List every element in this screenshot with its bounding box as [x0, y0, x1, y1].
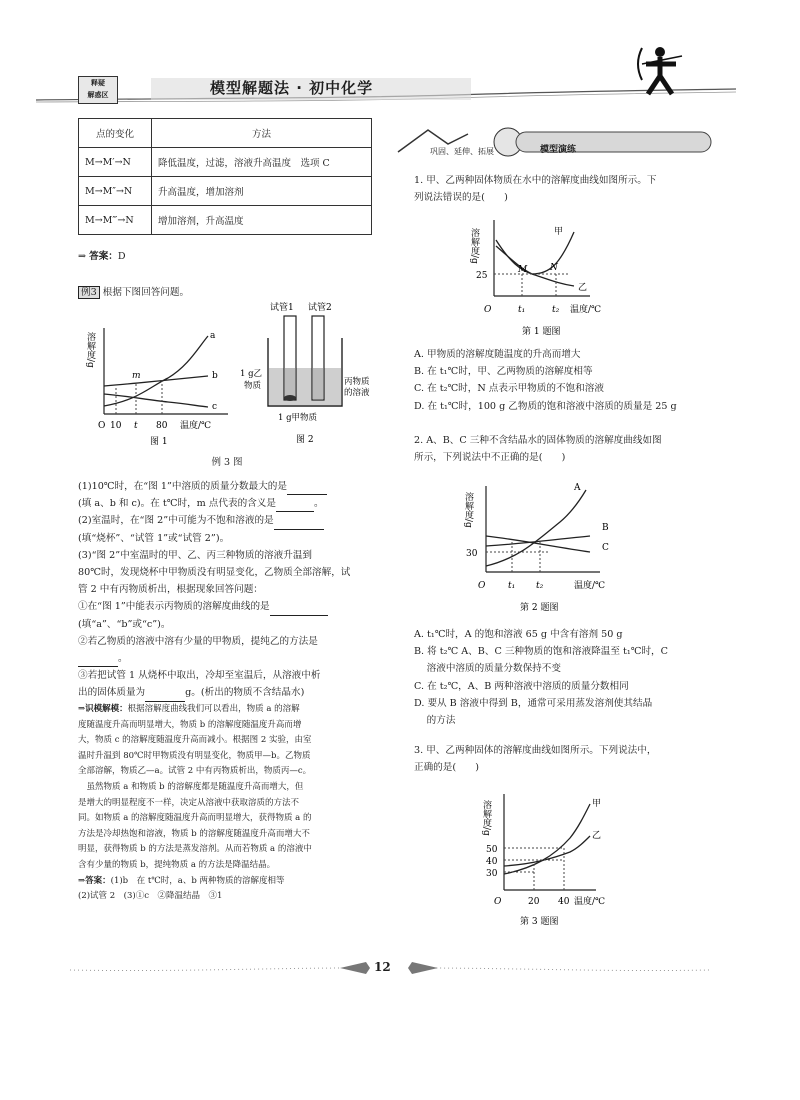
example-tag: 例3: [78, 286, 100, 299]
answer-value: D: [117, 251, 126, 262]
q-text: ③若把试管 1 从烧杯中取出，冷却至室温后，从溶液中析: [78, 670, 321, 682]
q-text: 出的固体质量为: [78, 687, 146, 699]
fig2-tube1-label: 试管1: [270, 303, 294, 313]
q3-tick: 50: [486, 845, 498, 855]
q1-point-n: N: [550, 263, 558, 273]
q1-tick: t₂: [552, 305, 560, 315]
table-cell-method: 降低温度，过滤，溶液升高温度 选项 C: [152, 148, 372, 177]
question-3: [414, 742, 714, 776]
q3-tick: 30: [486, 869, 498, 879]
fig1-label-b: b: [212, 371, 218, 381]
explain-line: 大，物质 c 的溶解度随温度升高而减小。根据图 2 实验，由室: [78, 735, 312, 746]
q1-tick: t₁: [518, 305, 526, 315]
q3-ylabel: 溶解度/g: [481, 800, 491, 836]
option[interactable]: B. 在 t₁℃时，甲、乙两物质的溶解度相等: [414, 366, 593, 378]
q-text: (填“烧杯”、“试管 1”或“试管 2”)。: [78, 532, 230, 544]
q3-tick: 40: [558, 897, 570, 907]
fig2-label-left2: 物质: [244, 381, 262, 391]
answer-label: 答案：: [89, 251, 118, 262]
q3-xlabel: 温度/℃: [574, 897, 606, 907]
explain-label: 识模解模：: [85, 704, 128, 714]
q2-label-a: A: [574, 483, 581, 493]
q1-label-jia: 甲: [554, 227, 564, 237]
example3-caption: 例 3 图: [211, 457, 243, 468]
explain-line: 全部溶解，物质乙—a。试管 2 中有丙物质析出，物质丙—c。: [78, 766, 312, 777]
table-cell-change: M→M‴→N: [79, 206, 152, 235]
q-text: (填“a”、“b”或“c”)。: [78, 618, 171, 630]
q2-stem: 2. A、B、C 三种不含结晶水的固体物质的溶解度曲线如图: [414, 435, 662, 446]
q1-xlabel: 温度/℃: [570, 305, 602, 315]
q2-chart: [460, 478, 640, 618]
explain-line: 方法是冷却热饱和溶液，物质 b 的溶解度随温度升高而增大不: [78, 828, 310, 839]
table-row: [79, 206, 372, 235]
option[interactable]: A. t₁℃时，A 的饱和溶液 65 g 中含有溶剂 50 g: [414, 629, 623, 640]
q3-chart: [474, 786, 644, 932]
fig1-tick: t: [134, 421, 138, 431]
table-row: [79, 148, 372, 177]
option[interactable]: B. 将 t₂℃ A、B、C 三种物质的饱和溶液降温至 t₁℃时，C: [414, 646, 668, 658]
q2-options: [414, 626, 714, 729]
q1-tick: O: [484, 305, 492, 315]
fig2-label-left1: 1 g乙: [240, 369, 263, 379]
explain-line: 同。如物质 a 的溶解度随温度升高而明显增大，获得物质 a 的: [78, 813, 312, 824]
answer-line-1: [78, 248, 126, 265]
table-cell-change: M→M″→N: [79, 177, 152, 206]
table-cell-method: 升高温度，增加溶剂: [152, 177, 372, 206]
question-1: [414, 172, 714, 206]
explain-line: 含有少量的物质 b，提纯物质 a 的方法是降温结晶。: [78, 859, 276, 870]
q3-stem: 3. 甲、乙两种固体的溶解度曲线如图所示。下列说法中，: [414, 745, 657, 756]
q3-label-yi: 乙: [592, 831, 602, 841]
fig1-label-a: a: [210, 331, 216, 341]
q-text: 80℃时，发现烧杯中甲物质没有明显变化，乙物质全部溶解，试: [78, 567, 351, 579]
table-header-change: 点的变化: [79, 119, 152, 148]
arrow-icon: ⇒: [78, 251, 87, 262]
explain-line: 温时升温到 80℃时甲物质没有明显变化，物质甲—b。乙物质: [78, 750, 311, 761]
fig1-caption: 图 1: [150, 437, 168, 447]
option-cont: 的方法: [414, 715, 456, 727]
fig1-point-m: m: [132, 371, 141, 381]
q2-tick: t₂: [536, 581, 544, 591]
explain-line: 是增大的明显程度不一样，决定从溶液中获取溶质的方法不: [78, 797, 300, 808]
option[interactable]: C. 在 t₂℃，A、B 两种溶液中溶质的质量分数相同: [414, 680, 629, 692]
page-header-title: 模型解题法 · 初中化学: [210, 79, 374, 97]
q2-tick: t₁: [508, 581, 516, 591]
q-text: ①在“图 1”中能表示丙物质的溶解度曲线的是: [78, 601, 270, 613]
q-text: ②若乙物质的溶液中溶有少量的甲物质，提纯乙的方法是: [78, 635, 318, 647]
explanation-block: [78, 702, 376, 905]
fig2-caption: 图 2: [296, 435, 314, 445]
table-row: [79, 177, 372, 206]
logo-line2: 解惑区: [87, 91, 109, 99]
q2-label-b: B: [602, 523, 609, 533]
fig1-tick: O: [98, 421, 106, 431]
explain-line: 明显，获得物质 b 的方法是蒸发溶剂。从而若物质 a 的溶液中: [78, 844, 312, 855]
fig2-tube2-label: 试管2: [308, 303, 332, 313]
curve-yi: [496, 246, 574, 286]
q1-label-yi: 乙: [578, 283, 588, 293]
curve-c: [486, 536, 590, 552]
fig2-label-bottom: 1 g甲物质: [278, 413, 318, 423]
q1-caption: 第 1 题图: [522, 327, 561, 337]
answer-line: (2)试管 2 (3)①c ②降温结晶 ③1: [78, 891, 223, 902]
curve-yi: [504, 836, 590, 866]
table-header-method: 方法: [152, 119, 372, 148]
fig1-xlabel: 温度/℃: [180, 421, 212, 431]
q1-chart: [470, 212, 640, 342]
q2-tick: O: [478, 581, 486, 591]
q3-stem: 正确的是( ): [414, 762, 480, 774]
fig1-ylabel: 溶解度/g: [85, 332, 95, 368]
q3-caption: 第 3 题图: [520, 917, 559, 927]
curve-jia: [504, 804, 590, 874]
table-cell-change: M→M′→N: [79, 148, 152, 177]
q3-tick: O: [494, 897, 502, 907]
q1-stem: 1. 甲、乙两种固体物质在水中的溶解度曲线如图所示。下: [414, 175, 657, 186]
curve-jia: [496, 232, 574, 274]
archer-icon: [630, 40, 690, 98]
option[interactable]: C. 在 t₂℃时，N 点表示甲物质的不饱和溶液: [414, 383, 604, 395]
arrow-icon: ⇒: [78, 875, 86, 886]
figure-2-beaker: [240, 298, 380, 448]
q1-point-m: M: [518, 265, 528, 275]
q3-tick: 40: [486, 857, 498, 867]
q1-stem: 列说法错误的是( ): [414, 192, 508, 204]
q1-options: [414, 346, 714, 415]
q3-label-jia: 甲: [592, 799, 602, 809]
question-2: [414, 432, 714, 466]
logo-line1: 释疑: [91, 79, 105, 87]
option[interactable]: A. 甲物质的溶解度随温度的升高而增大: [414, 349, 581, 360]
figure-1-chart: [85, 318, 238, 448]
q2-stem: 所示，下列说法中不正确的是( ): [414, 452, 566, 464]
fig2-label-right1: 丙物质: [344, 377, 370, 387]
q2-ylabel: 溶解度/g: [463, 492, 473, 528]
q2-tick: 30: [466, 549, 478, 559]
q1-tick: 25: [476, 271, 488, 281]
banner-tag: 模型演练: [540, 145, 577, 155]
option[interactable]: D. 在 t₁℃时，100 g 乙物质的饱和溶液中溶质的质量是 25 g: [414, 400, 677, 412]
q2-xlabel: 温度/℃: [574, 581, 606, 591]
answer-blank[interactable]: [270, 615, 328, 616]
q-text: (1)10℃时，在“图 1”中溶质的质量分数最大的是: [78, 481, 287, 492]
q-text: (3)“图 2”中室温时的甲、乙、丙三种物质的溶液升温到: [78, 549, 313, 561]
option[interactable]: D. 要从 B 溶液中得到 B，通常可采用蒸发溶剂使其结晶: [414, 697, 653, 709]
example3-prompt: [78, 284, 189, 301]
q3-tick: 20: [528, 897, 540, 907]
fig2-label-right2: 的溶液: [344, 388, 370, 398]
q-text: 管 2 中有丙物质析出，根据现象回答问题：: [78, 584, 263, 596]
q2-label-c: C: [602, 543, 609, 553]
q2-caption: 第 2 题图: [520, 603, 559, 613]
fig1-tick: 10: [110, 421, 122, 431]
table-cell-method: 增加溶剂，升高温度: [152, 206, 372, 235]
answer-line: (1)b 在 t℃时，a、b 两种物质的溶解度相等: [110, 875, 285, 886]
example3-questions: (1)10℃时，在“图 1”中溶质的质量分数最大的是 (填 a、b 和 c)。在 t℃时，m 点代表的含义是 。 (2)室温时，在“图 2”中可能为不饱和溶液的是 (填“烧杯”、“试管 1”或“试管 2”)。 (3)“图 2”中室温时的甲、乙、丙三种物质的溶液升温到 80℃时，发现烧杯中甲物质没有明显变化，乙物质全部溶解，试 管 2 中有丙物质析出，根据现象回答问题： ①在“图 1”中能表示丙物质的溶解度曲线的是 (填“a”、“b”或“c”)。 ②若乙物质的溶液中溶有少量的甲物质，提纯乙的方法是 。 ③若把试管 1 从烧杯中取出，冷却至室温后，从溶液中析 出的固体质量为 g。(析出的物质不含结晶水): [78, 478, 376, 702]
q-text: (填 a、b 和 c)。在 t℃时，m 点代表的含义是: [78, 498, 276, 510]
q-text: (2)室温时，在“图 2”中可能为不饱和溶液的是: [78, 515, 274, 527]
curve-a: [486, 490, 586, 566]
answer-label: 答案：: [85, 875, 111, 886]
section-logo: [78, 76, 118, 104]
explain-line: 虽然物质 a 和物质 b 的溶解度都是随温度升高而增大，但: [78, 781, 304, 792]
example-prompt-text: 根据下图回答问题。: [102, 287, 190, 298]
method-table: [78, 118, 372, 235]
answer-blank[interactable]: [274, 529, 324, 530]
fig1-label-c: c: [212, 402, 218, 412]
arrow-icon: ⇒: [78, 704, 86, 714]
q1-ylabel: 溶解度/g: [469, 228, 479, 264]
fig1-tick: 80: [156, 421, 168, 431]
explain-line: 根据溶解度曲线我们可以看出，物质 a 的溶解: [127, 704, 300, 714]
banner-text: 巩固、延伸、拓展: [430, 147, 494, 156]
curve-c: [104, 394, 208, 407]
option-cont: 溶液中溶质的质量分数保持不变: [414, 663, 561, 675]
page-number: 12: [374, 960, 391, 974]
q-text: g。(析出的物质不含结晶水): [185, 687, 305, 699]
explain-line: 度随温度升高而明显增大，物质 b 的溶解度随温度升高而增: [78, 719, 302, 730]
